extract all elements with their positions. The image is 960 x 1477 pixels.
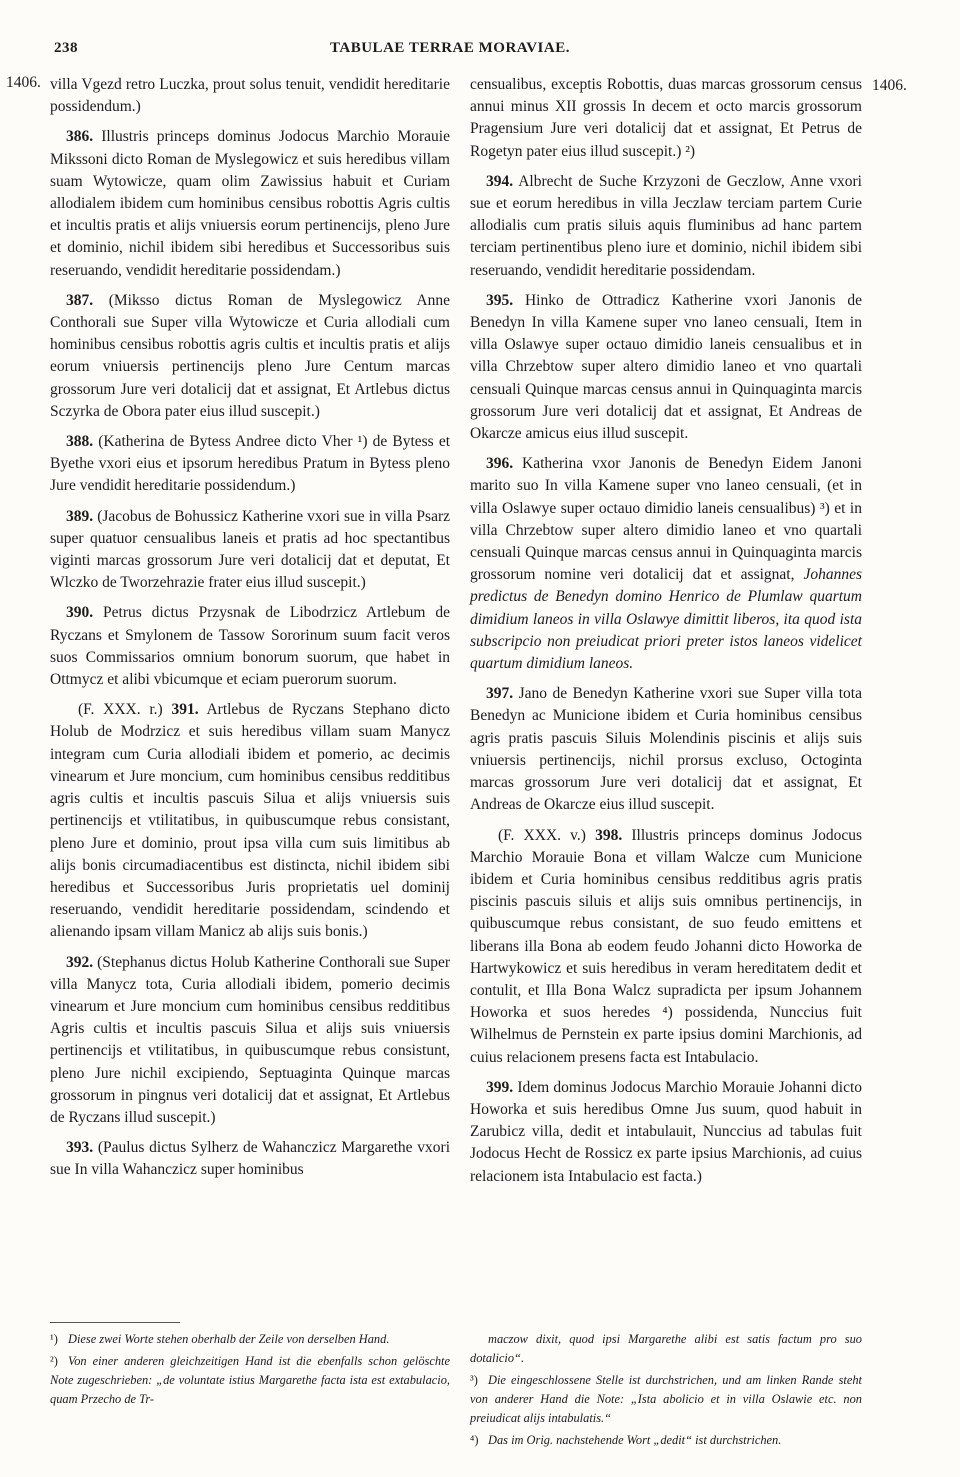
margin-year-right: 1406. [872, 77, 907, 94]
entry-number: 396. [486, 455, 514, 473]
entry-number: 388. [66, 433, 94, 451]
folio-reference: (F. XXX. v.) [498, 826, 586, 844]
footnote [50, 1330, 450, 1349]
entry-389 [50, 506, 450, 595]
left-column [50, 74, 450, 1190]
entry-number: 391. [171, 701, 199, 719]
entry-number: 394. [486, 172, 514, 190]
footnote-mark: ¹) [50, 1332, 58, 1346]
footnotes-right [470, 1330, 862, 1453]
footnote [470, 1371, 862, 1428]
entry-continuation [50, 74, 450, 118]
footnote [470, 1330, 862, 1368]
entry-number: 399. [486, 1078, 514, 1096]
entry-number: 389. [66, 507, 94, 525]
entry-386 [50, 126, 450, 281]
footnotes-left [50, 1330, 450, 1412]
footnote [470, 1431, 862, 1450]
footnote-mark: ²) [50, 1354, 58, 1368]
entry-399 [470, 1077, 862, 1188]
entry-number: 387. [66, 291, 94, 309]
entry-text: Albrecht de Suche Krzyzoni de Geczlow, Anne vxori sue et eorum heredibus in villa Jeczlaw terciam partem Curie allodialis cum pratis siluis aquis fluminibus ad hanc partem terciam pertinentibus pleno iure et dominio, nichil ibidem sibi reseruando, vendidit hereditarie possidendam. [470, 172, 862, 279]
entry-text: Jano de Benedyn Katherine vxori sue Super villa tota Benedyn ac Municione ibidem et Curia hominibus censibus agris pratis pascuis Siluis Molendinis piscinis et alijs suis vniuersis pertinencijs, nichil prorsus excluso, Octoginta marcas grossorum Jure veri dotalicij dat et assignat, Et Andreas de Okarcze eius illud suscepit. [470, 685, 862, 814]
footnote-text: maczow dixit, quod ipsi Margarethe alibi est satis factum pro suo dotalicio“. [470, 1332, 862, 1365]
footnote-text: Von einer anderen gleichzeitigen Hand ist die ebenfalls schon gelöschte Note zugeschrieben: „de voluntate istius Margarethe facta ista est extabulacio, quam Przecho de Tr- [50, 1354, 450, 1406]
entry-text: Katherina vxor Janonis de Benedyn Eidem Janoni marito suo In villa Kamene super vno laneo censuali, (et in villa Oslawye super octauo dimidio laneis censualibus) ³) et in villa Chrzebtow super altero dimidio laneo et vno quartali censuali Quinque marcas census annui in Quinquaginta marcis grossorum nomine veri dotalicij dat et assignat, [470, 455, 862, 584]
entry-393 [50, 1137, 450, 1181]
entry-392 [50, 952, 450, 1130]
entry-text: (Miksso dictus Roman de Myslegowicz Anne Conthorali sue Super villa Wytowicze et Curia allodiali cum hominibus censibus robottis agris cultis et incultis pratis et alijs eorum vniuersis pertinencijs pleno Jure Centum marcas grossorum Jure veri dotalicij dat et assignat, Et Artlebus dictus Sczyrka de Obora pater eius illud suscepit.) [50, 291, 450, 420]
entry-text: Petrus dictus Przysnak de Libodrzicz Artlebum de Ryczans et Smylonem de Tassow Sororinum suum facit veros suos Commissarios omnium bonorum suorum, que habet in Ottmycz et alibi vbicumque et eciam puerorum suorum. [50, 604, 450, 689]
entry-number: 386. [66, 128, 94, 146]
entry-text: (Paulus dictus Sylherz de Wahanczicz Margarethe vxori sue In villa Wahanczicz super hominibus [50, 1139, 451, 1179]
entry-396 [470, 453, 862, 675]
entry-388 [50, 431, 450, 498]
entry-394 [470, 171, 862, 282]
footnote-divider [50, 1322, 180, 1323]
entry-number: 395. [486, 291, 514, 309]
entry-397 [470, 683, 862, 816]
entry-text: Hinko de Ottradicz Katherine vxori Janonis de Benedyn In villa Kamene super vno laneo censuali, Item in villa Oslawye super octauo dimidio laneis censualibus et in villa Chrzebtow super altero dimidio laneo et vno quartali censuali Quinque marcas census annui in Quinquaginta marcis grossorum Jure veri dotalicij dat et assignat, Et Andreas de Okarcze amicus eius illud suscepit. [470, 291, 863, 443]
entry-number: 392. [66, 953, 94, 971]
entry-395 [470, 290, 862, 445]
entry-387 [50, 290, 450, 423]
entry-number: 398. [595, 826, 623, 844]
entry-text: Artlebus de Ryczans Stephano dicto Holub de Modrzicz et suis heredibus villam suam Manycz integram cum Curia allodiali ibidem et pomerio, ac decimis vinearum et Jure moncium, cum hominibus censibus redditibus agris cultis et incultis pascuis Silua et alijs vniuersis suis pertinencijs et vtilitatibus, in quibuscumque rebus consistant, pleno Jure et dominio, prout ipsa villa cum suis limitibus ab alijs bonis circumadiacentibus est distincta, nichil ibidem sibi heredibus et Successoribus Juris proprietatis uel dominij reseruando, vendidit hereditarie possidendam, scindendo et alienando ipsam villam Manicz ab alijs suis bonis.) [50, 701, 451, 941]
entry-text: (Jacobus de Bohussicz Katherine vxori sue in villa Psarz super quatuor censualibus laneis et pratis ad hoc spectantibus viginti marcas grossorum Jure veri dotalicij dat et deputat, Et Wlczko de Tworzehrazie frater eius illud suscepit.) [50, 507, 451, 592]
footnote-text: Das im Orig. nachstehende Wort „dedit“ ist durchstrichen. [488, 1433, 782, 1447]
entry-390 [50, 602, 450, 691]
entry-continuation [470, 74, 862, 163]
running-title: TABULAE TERRAE MORAVIAE. [330, 40, 570, 56]
entry-number: 393. [66, 1139, 94, 1157]
entry-text: (Stephanus dictus Holub Katherine Conthorali sue Super villa Manycz tota, Curia allodiali ibidem, pomerio decimis vinearum et Jure moncium cum hominibus censibus redditibus Agris cultis et incultis pascuis Silua et alijs suis vniuersis pertinencijs et vtilitatibus, in quibuscumque rebus consistunt, pleno Jure nichil excipiendo, Septuaginta Quinque marcas grossorum in pingnus veri dotalicij dat et assignat, Et Artlebus de Ryczans illud suscepit.) [50, 953, 450, 1126]
entry-text: Idem dominus Jodocus Marchio Morauie Johanni dicto Howorka et suis heredibus Omne Jus suum, quod habuit in Zarubicz villa, dedit et intabulauit, Nunccius ad tabulas fuit Jodocus Hecht de Rossicz ex parte ipsius Marchionis, ad cuius relacionem ista Intabulacio est facta.) [470, 1078, 863, 1185]
entry-number: 390. [66, 604, 94, 622]
entry-391 [50, 699, 450, 943]
footnote-mark: ³) [470, 1373, 478, 1387]
entry-text: villa Vgezd retro Luczka, prout solus tenuit, vendidit hereditarie possidendum.) [50, 76, 450, 116]
footnote-text: Diese zwei Worte stehen oberhalb der Zeile von derselben Hand. [68, 1332, 390, 1346]
footnote [50, 1352, 450, 1409]
footnote-mark: ⁴) [470, 1433, 479, 1447]
entry-text: censualibus, exceptis Robottis, duas marcas grossorum census annui minus XII grossis In decem et octo marcis grossorum Pragensium Jure veri dotalicij dat et assignat, Et Petrus de Rogetyn pater eius illud suscepit.) ²) [470, 76, 862, 160]
right-column [470, 74, 862, 1196]
folio-reference: (F. XXX. r.) [78, 701, 163, 719]
entry-number: 397. [486, 685, 514, 703]
footnote-text: Die eingeschlossene Stelle ist durchstrichen, und am linken Rande steht von anderer Hand die Note: „Ista abolicio et in villa Oslawie etc. non preiudicat alijs intabulatis.“ [470, 1373, 862, 1425]
entry-text: (Katherina de Bytess Andree dicto Vher ¹) de Bytess et Byethe vxori eius et ipsorum heredibus Pratum in Bytess pleno Jure vendidit hereditarie possidendum.) [50, 433, 451, 495]
entry-italic-note: Johannes predictus de Benedyn domino Henrico de Plumlaw quartum dimidium laneos in villa Oslawye dimittit liberos, ita quod ista subscripcio non preiudicat priori preter istos laneos videlicet quartum dimidium laneos. [470, 566, 863, 673]
entry-text: Illustris princeps dominus Jodocus Marchio Morauie Mikssoni dicto Roman de Myslegowicz et suis heredibus villam suam Wytowicze, quam olim Zawissius habuit et Curiam allodialem ibidem cum hominibus censibus robottis Agris cultis et incultis pratis et alijs vniuersis eorum pertinencijs, pleno Jure et dominio, nichil ibidem sibi heredibus et Successoribus suis reseruando, vendidit hereditarie possidendam.) [50, 128, 450, 279]
entry-398 [470, 825, 862, 1069]
page-number: 238 [54, 40, 78, 56]
entry-text: Illustris princeps dominus Jodocus Marchio Morauie Bona et villam Walcze cum Municione ibidem et Curia hominibus censibus redditibus agris pratis piscinis pascuis siluis et alijs suis omnibus pertinencijs, in quibuscumque rebus consistant, de suo feudo emittens et liberans illa Bona ab eodem feudo Johanni dicto Howorka de Hartwykowicz et suis heredibus in veram hereditatem dedit et contulit, et Illa Bona Walcz supradicta per ipsum Johannem Howorka et suos heredes ⁴) possidenda, Nunccius fuit Wilhelmus de Pernstein ex parte ipsius domini Marchionis, ad cuius relacionem presens facta est Intabulacio. [470, 826, 863, 1066]
margin-year-left: 1406. [6, 74, 41, 91]
